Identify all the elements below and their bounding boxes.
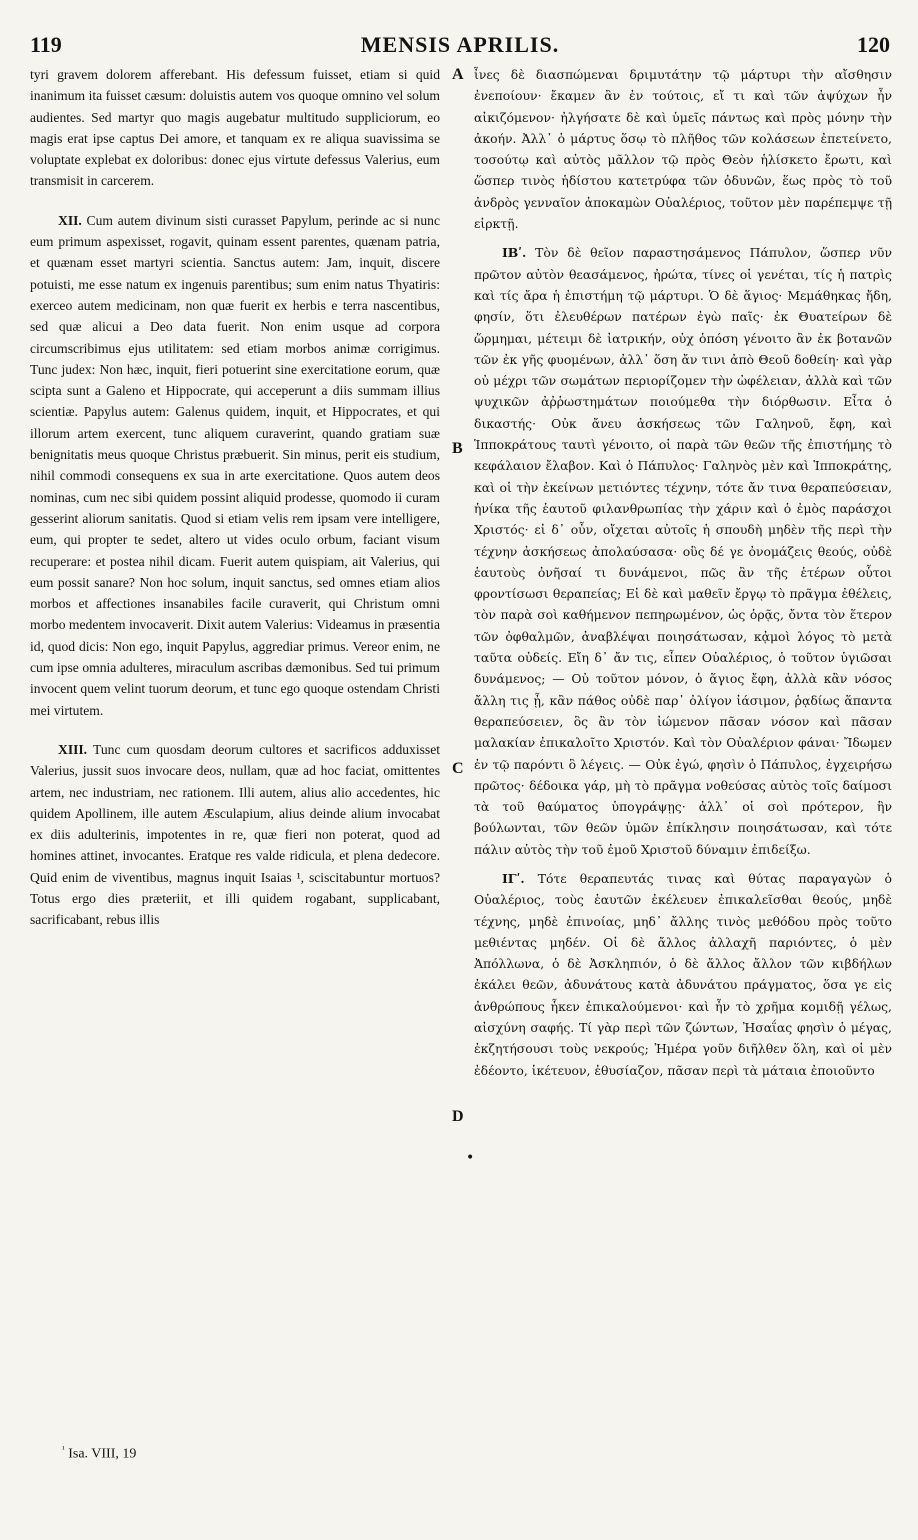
section-number: XII.: [58, 212, 82, 228]
margin-letter-a: A: [452, 66, 464, 83]
margin-letter-d: D: [452, 1108, 464, 1125]
greek-paragraph-1: ἶνες δὲ διασπώμεναι δριμυτάτην τῷ μάρτυρι τὴν αἴσθησιν ἐνεποίουν· ἔκαμεν ἂν ἐν τούτοις, εἴ τι καὶ τῶν ἀψύχων ἦν αἰκιζόμενον· ἠλγήσατε δὲ καὶ ὑμεῖς πάντως καὶ πρὸς μόνην τὴν ἀκοήν. Ἀλλ᾽ ὁ μάρτυς ὅσῳ τὸ πλῆθος τῶν κολάσεων ἐπετείνετο, τοσούτῳ καὶ αὐτὸς μᾶλλον τῷ πρὸς Θεὸν ἡλίσκετο ἔρωτι, καὶ ὥσπερ τινὸς ἡδίστου κατετρύφα τῶν ὀδυνῶν, ἕως πρὸς τὸ τοῦ ἀνδρὸς γενναῖον ἀποκαμὼν Οὐαλέριος, τοῦτον μὲν παρέπεμψε τῇ εἱρκτῇ.: [474, 67, 892, 232]
section-number: XIII.: [58, 741, 88, 757]
footnote: [62, 1444, 136, 1463]
latin-section-12: [30, 210, 440, 721]
latin-section-13: [30, 739, 440, 931]
running-title: MENSIS APRILIS.: [360, 32, 560, 57]
greek-paragraph-3: Τότε θεραπευτάς τινας καὶ θύτας παραγαγὼν ὁ Οὐαλέριος, τοὺς ἑαυτῶν ἐκέλευεν ἐπικαλεῖσθαι θεούς, μηδὲ τέχνης, μηδὲ ἐπινοίας, μηδ᾽ ἄλλης τινὸς μεθόδου πρὸς τοῦτο μεθιέντας μηδέν. Οἱ δὲ ἄλλος ἀλλαχῆ παριόντες, ὁ μὲν Ἀπόλλωνα, ὁ δὲ Ἀσκληπιόν, ὁ δὲ ἄλλος ἄλλον τῶν κιβδήλων ἐκάλει θεῶν, ἀδυνάτους κατὰ ἀδυνάτου πράγματος, ὅσα γε εἰς ἀνθρώπους ἧκεν ἐπικαλούμενοι· καὶ ἦν τὸ χρῆμα κομιδῇ γέλως, αἰσχύνη σαφής. Τί γὰρ περὶ τῶν ζώντων, Ἠσαΐας φησὶν ὁ μέγας, ἐκζητήσουσι τοὺς νεκρούς; Ἡμέρα γοῦν διῆλθεν ὅλη, καὶ οἱ μὲν ἐδέοντο, ἱκέτευον, ἐθυσίαζον, πᾶσαν περὶ τὰ μάταια ἐποιοῦντο: [474, 870, 892, 1078]
latin-paragraph-1: tyri gravem dolorem afferebant. His defessum fuisset, etiam si quid inanimum ita fuisset cæsum: doluistis autem vos quoque omnino vel solum audientes. Sed martyr quo magis augebatur multitudo suppliciorum, eo magis erat ipse captus Dei amore, et tanquam ex re aliqua suavissima se voluptate explebat ex doloribus: donec ejus virtute defessus Valerius, eum transmisit in carcerem.: [30, 67, 440, 189]
section-number: ΙΒʹ.: [502, 245, 527, 261]
margin-letter-b: B: [452, 440, 463, 457]
margin-letter-c: C: [452, 760, 464, 777]
running-header: [30, 32, 890, 60]
latin-paragraph-3: Tunc cum quosdam deorum cultores et sacrificos adduxisset Valerius, jussit suos invocare deos, nullam, quæ ad hoc faciat, omittentes artem, nec industriam, nec rationem. Illi autem, alius alio accedentes, hic quidem Apollinem, ille autem Æsculapium, alius deinde alium invocabat ex diis adulterinis, impotentes in re, quæ fieri non poterat, quod ad homines attinet, invocantes. Eratque res valde ridicula, et plena dedecore. Quid enim de viventibus, magnus inquit Isaias ¹, sciscitabuntur mortuos? Totus ergo dies præteriit, et illi quidem rogabant, supplicabant, sacrificabant, rebus illis: [30, 741, 441, 928]
greek-section-12: [474, 242, 892, 860]
footnote-text: Isa. VIII, 19: [68, 1446, 137, 1462]
greek-column: [474, 64, 892, 1081]
greek-paragraph-2: Τὸν δὲ θεῖον παραστησάμενος Πάπυλον, ὥσπερ νῦν πρῶτον αὐτὸν θεασάμενος, ἠρώτα, τίνες οἱ γενέται, τίς ἡ πατρὶς καὶ τίς ἄρα ἡ ἐπιστήμη τῷ μάρτυρι. Ὁ δὲ ἅγιος· Μεμάθηκας ἤδη, φησίν, ὅτι ἐλευθέρων πατέρων ἐγὼ παῖς· ἐκ Θυατείρων δὲ ὥρμημαι, μέτειμι δὲ ἰατρικήν, οὐχ ὁπόση γένοιτο ἂν ἐκ βοτανῶν τῶν ἐκ γῆς φυομένων, ἀλλ᾽ ὅση ἄν τινι ἀπὸ Θεοῦ δοθείη· καὶ γὰρ οὐ μέχρι τῶν σωμάτων περιορίζομεν τὴν ὠφέλειαν, ἀλλὰ καὶ τῶν ψυχικῶν ἀῤῥωστημάτων ποιούμεθα τὴν διόρθωσιν. Εἶτα ὁ δικαστής· Οὐκ ἄνευ ἀσκήσεως τῶν Γαληνοῦ, ἔφη, καὶ Ἱπποκράτους ταυτὶ γένοιτο, οἱ παρὰ τῶν θεῶν τῆς ἐπιστήμης τὸ κεφάλαιον ἔλαβον. Καὶ ὁ Πάπυλος· Γαληνὸς μὲν καὶ Ἱπποκράτης, καὶ οἱ τὴν ἐκείνων μετιόντες τέχνην, τότε ἄν τινα θεραπεύσειαν, ἡνίκα τῆς ἑαυτοῦ φιλανθρωπίας τὴν χάριν καὶ ὁ ἐμὸς παράσχοι Χριστός· εἰ δ᾽ οὖν, οἴχεται αὐτοῖς ἡ σπουδὴ μηδὲν τῆς περὶ τὴν τέχνην ἀσκήσεως ἀπολαύσασα· οὓς δέ γε ὀνομάζεις θεούς, οὐδὲ ἑαυτοὺς ὀνῆσαί τι δυνάμενοι, πῶς ἂν τῆς ἑτέρων οὗτοι φροντίσωσι θεραπείας; Εἰ δὲ καὶ μαθεῖν ἔργῳ τὸ πρᾶγμα ἐθέλεις, τὸν παρὰ σοὶ καθήμενον πεπηρωμένον, ὡς ὁρᾷς, ὄντα τὸν ἕτερον τῶν ὀφθαλμῶν, ἀναβλέψαι ποιησάτωσαν, κᾀμοὶ λόγος τὸ μετὰ ταῦτα οὐδείς. Εἴη δ᾽ ἄν τις, εἶπεν Οὐαλέριος, ὁ τοῦτον ὑγιῶσαι δυνάμενος; — Οὐ τοῦτον μόνον, ὁ ἅγιος ἔφη, ἀλλὰ κἂν νόσος ἄλλη τις ᾖ, κἂν πάθος οὐδὲ παρ᾽ ὀλίγον ἰάσιμον, ῥᾳδίως ἅπαντα θεραπεύσειεν, ὃς ἂν τὸν ἰώμενον πᾶσαν νόσον καὶ πᾶσαν μαλακίαν ἐπικαλοῖτο Χριστόν. Καὶ τὸν Οὐαλέριον φάναι· Ἴδωμεν ἐν τῷ παρόντι ὃ λέγεις. — Οὐκ ἐγώ, φησὶν ὁ Πάπυλος, ἐγχειρήσω πρῶτος· δέδοικα γάρ, μὴ τὸ πρᾶγμα νοθεύσας αὐτὸς τοῖς δαίμοσι τὰ τοῦ θαύματος ὑπογράψῃς· ἀλλ᾽ οἱ σοὶ πρότερον, ἣν βούλωνται, τῶν θεῶν ὑμῶν ἐπίκλησιν ποιησάτωσαν, καὶ τότε πάλιν αὐτὸς τὴν τοῦ ἐμοῦ Χριστοῦ δύναμιν ἐπιδείξω.: [474, 245, 892, 857]
latin-column: [30, 64, 440, 931]
page-number-right: 120: [857, 32, 890, 57]
greek-section-13: [474, 868, 892, 1081]
section-number: ΙΓʹ.: [502, 870, 525, 886]
footnote-marker: ¹: [62, 1444, 65, 1454]
latin-paragraph-2: Cum autem divinum sisti curasset Papylum, perinde ac si nunc eum primum aspexisset, rogavit, quinam essent parentes, quænam patria, et quænam esset martyri scientia. Sanctus autem: Jam, inquit, discere potuisti, me esse natum ex ingenuis parentibus; sum enim natus Thyatiris: exerceo autem medicinam, non quæ fuerit ex herbis e terra nascentibus, sed quæ alicui a Deo data fuerit. Non enim usque ad corpora circumscribimus ejus utilitatem: sed etiam morbos animæ corrigimus. Tunc judex: Non hæc, inquit, fieri potuerint sine exercitatione eorum, quæ scipta sunt a Galeno et Hippocrate, qui acceperunt a diis summam illius scientiæ. Papylus autem: Galenus quidem, inquit, et Hippocrates, et qui illorum artem exercent, tunc aliquem curaverint, quando gratiam suæ benignitatis meus quoque Christus præbuerit. Sin minus, perit eis studium, nihil commodi consequens ex sua in arte exercitatione. Quos autem deos nominas, cum nec sibi quidem possint aliquid prodesse, quomodo ii curam gesserint aliorum sanitatis. Quod si etiam velis rem ipsam vere intelligere, eum, qui propter te sedet, altero ut vides oculo orbum, faciant visum recuperare: et postea nihil dicam. Fuerit autem quispiam, ait Valerius, qui eum possit sanare? Non hoc solum, inquit sanctus, sed omnes etiam alios morbos et affectiones insanabiles facile curaverit, qui Christum omni morbo medentem invocaverit. Dixit autem Valerius: Videamus in præsentia id, quod dicis: Non ego, inquit Papylus, aggrediar primus. Vereor enim, ne cum ipse omnia adulteres, miraculum ascribas dæmonibus. Sed tui primum invocent quem velint tuorum deorum, et tunc ego quoque ostendam Christi mei virtutem.: [30, 212, 440, 718]
margin-bullet: •: [466, 1150, 475, 1166]
page-number-left: 119: [30, 32, 62, 57]
